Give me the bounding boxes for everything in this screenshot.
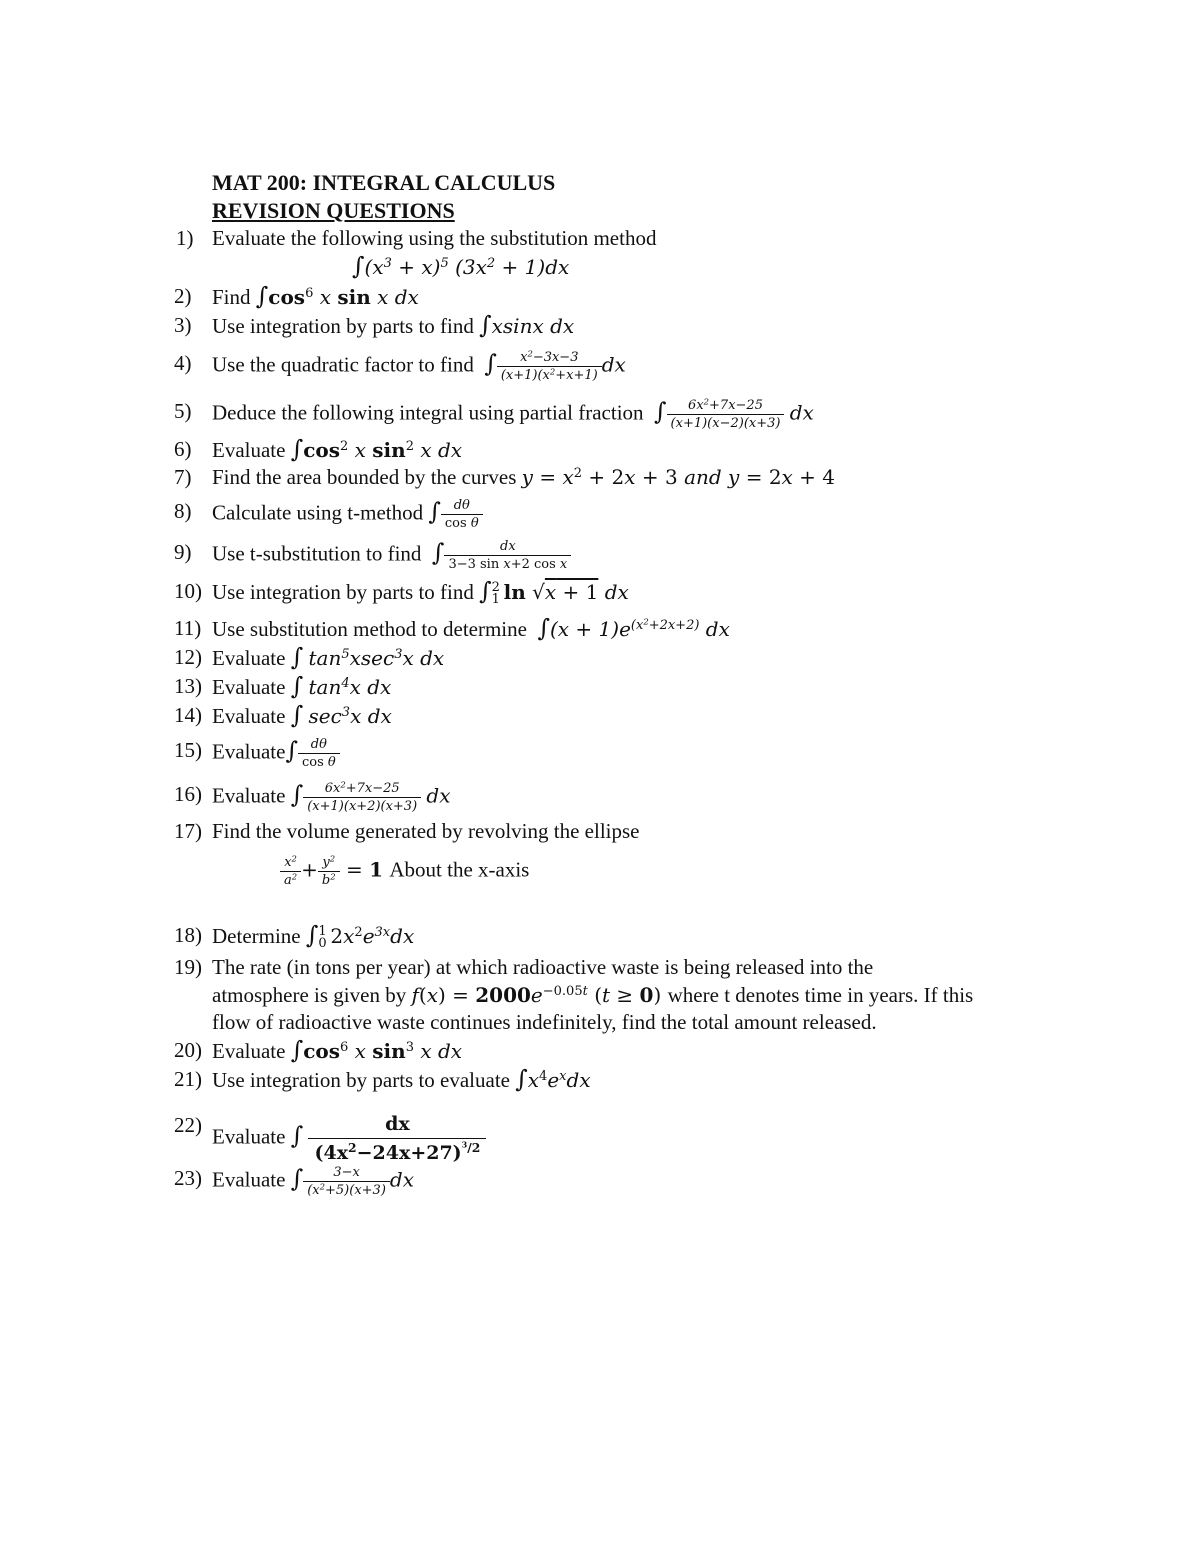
question-text: Evaluate <box>212 646 286 670</box>
question-text: Evaluate <box>212 1167 286 1192</box>
section-title: REVISION QUESTIONS <box>212 198 455 223</box>
question-text: Use integration by parts to find <box>212 314 474 338</box>
question-number: 2) <box>174 284 192 308</box>
question-text: Find the area bounded by the curves <box>212 465 517 489</box>
question-number: 3) <box>174 313 192 337</box>
question-text: Find the volume generated by revolving the ellipse <box>212 819 640 843</box>
question-19-text-c: flow of radioactive waste continues indefinitely, find the total amount released. <box>212 1010 877 1034</box>
question-17-continuation: About the x-axis <box>389 857 530 882</box>
question-text: Deduce the following integral using partial fraction <box>212 400 644 425</box>
question-text: Find <box>212 285 251 309</box>
question-number: 9) <box>174 540 192 564</box>
question-number: 16) <box>174 782 202 806</box>
question-text: Evaluate <box>212 704 286 728</box>
question-text: Evaluate <box>212 1124 286 1149</box>
question-text: Evaluate <box>212 783 286 808</box>
question-number: 7) <box>174 465 192 489</box>
question-text: The rate (in tons per year) at which radioactive waste is being released into the <box>212 955 874 979</box>
question-19-text-a: atmosphere is given by <box>212 983 407 1007</box>
question-number: 1) <box>176 226 194 250</box>
question-number: 11) <box>174 616 202 640</box>
question-number: 12) <box>174 645 202 669</box>
question-number: 4) <box>174 351 192 375</box>
document-page: MAT 200: INTEGRAL CALCULUS REVISION QUESTIONS 1) Evaluate the following using the substitution method $\int(x^3 + x)^5$ $(3x^2 + 1)dx$ 2) Find $\int\cos^6$ x sin x dx 3) Use integration by parts to find ∫xsinx dx 4) Use the quadratic factor to find ∫ $\frac{x^2-3x-3}{(x+1)(x^2+x+1)}$ dx 5) Deduce the following integral using partial fraction ∫ $\frac{6x^2+7x-25}{(x+1)(x-2)(x+3)}$ dx 6) Evaluate $\int\cos^2$ x $\sin^2 x$ dx 7) Find the area bounded by the curves $y = x^2 + 2x + 3$ and y = 2x + 4 8) Calculate using t-method ∫ $\frac{d\theta}{\text{cos θ}}$ 9) Use t-substitution to find ∫ $\frac{dx}{\text{3−3 sin x+2 cos x}}$ 10) Use integration by parts to find ∫ 2 1 ln √x + 1 dx 11) Use substitution method to determine $\int(x + 1)e^{(x^2+2x+2)}$ dx 12) Evaluate ∫ $\tan^5xsec^3x$ dx 13) Evaluate ∫ $\tan^4x$ dx 14) Evaluate ∫ $\sec^3x$ dx 15) Evaluate∫ $\frac{d\theta}{\text{cos θ}}$ 16) Evaluate ∫ $\frac{6x^2+7x-25}{(x+1)(x+2)(x+3)}$ dx 17) Find the volume generated by revolving the ellipse $\frac{x^2}{a^2}$ + $\frac{y^2}{b^2}$ = 1 About the x-axis 18) Determine ∫ 1 0 $2x^2e^{3x}dx$ 19) The rate (in tons per year) at which radioactive waste is being released into the atmosphere is given by $f(x) = 2000e^{-0.05t}$ (t ≥ 0) where t denotes time in years. If this flow of radioactive waste continues indefinitely, find the total amount released. 20) Evaluate $\int\cos^6$ x $\sin^3 x$ dx 21) Use integration by parts to evaluate $\int x^4e^xdx$ 22) Evaluate ∫ $\frac{dx}{(4x^2-24x+27)^{^3/2}}$ 23) Evaluate ∫ $\frac{3-x}{(x^2+5)(x+3)}$ dx <box>174 170 974 1198</box>
question-text: Use the quadratic factor to find <box>212 352 474 377</box>
question-number: 14) <box>174 703 202 727</box>
question-number: 10) <box>174 579 202 603</box>
question-number: 17) <box>174 819 202 843</box>
question-text: Evaluate <box>212 1039 286 1063</box>
question-text: Calculate using t-method <box>212 500 424 525</box>
question-text: Determine <box>212 924 301 948</box>
question-number: 5) <box>174 399 192 423</box>
question-text: Evaluate <box>212 438 286 462</box>
question-number: 6) <box>174 437 192 461</box>
question-text: Use integration by parts to evaluate <box>212 1068 510 1092</box>
question-text: Use t-substitution to find <box>212 541 422 566</box>
question-number: 22) <box>174 1113 202 1137</box>
question-number: 13) <box>174 674 202 698</box>
question-text: Use substitution method to determine <box>212 617 527 641</box>
question-number: 21) <box>174 1067 202 1091</box>
question-number: 19) <box>174 955 202 979</box>
question-19-text-b: where t denotes time in years. If this <box>667 983 974 1007</box>
course-title: MAT 200: INTEGRAL CALCULUS <box>212 170 556 195</box>
question-number: 18) <box>174 923 202 947</box>
question-number: 20) <box>174 1038 202 1062</box>
question-number: 8) <box>174 499 192 523</box>
question-text: Evaluate <box>212 739 286 764</box>
question-text: Evaluate the following using the substitution method <box>212 226 657 250</box>
question-text: Evaluate <box>212 675 286 699</box>
question-number: 23) <box>174 1166 202 1190</box>
question-text: Use integration by parts to find <box>212 580 474 604</box>
question-number: 15) <box>174 738 202 762</box>
